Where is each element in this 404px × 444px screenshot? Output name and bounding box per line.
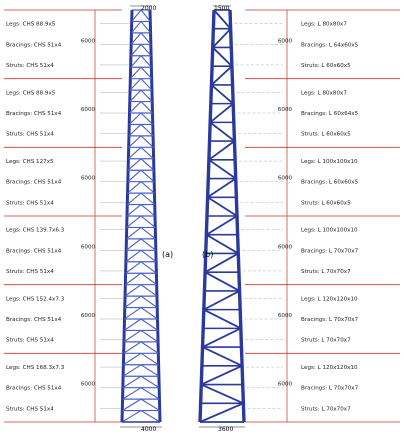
tower-b-bracing bbox=[208, 179, 236, 198]
tower-b bbox=[200, 10, 244, 422]
tower-a-bracing bbox=[141, 308, 158, 319]
tower-b-bracings-label: Bracings: L 64x60x5 bbox=[301, 42, 359, 49]
tower-b-top-width: 1500 bbox=[214, 5, 230, 12]
tower-a-bracing bbox=[141, 124, 153, 135]
tower-b-legs-label: Legs: L 80x80x7 bbox=[301, 90, 347, 97]
tower-a-bracing bbox=[141, 239, 156, 250]
tower-a-bracing bbox=[141, 147, 154, 158]
tower-b-bracings-label: Bracings: L 70x70x7 bbox=[301, 248, 359, 255]
tower-a-segment-height: 6000 bbox=[80, 244, 96, 251]
tower-a-legs-label: Legs: CHS 88.9x5 bbox=[6, 21, 56, 28]
tower-a-bracing bbox=[128, 170, 141, 181]
tower-a-bracing bbox=[126, 250, 141, 261]
tower-b-bracing bbox=[208, 197, 237, 216]
tower-a-bracing bbox=[123, 388, 141, 399]
tower-b-bracing bbox=[209, 141, 235, 160]
tower-b-label: (b) bbox=[202, 250, 214, 259]
tower-b-struts-label: Struts: L 60x60x5 bbox=[301, 62, 351, 69]
tower-a-bracing bbox=[127, 205, 141, 216]
tower-b-bracing bbox=[210, 122, 234, 141]
tower-b-legs-label: Legs: L 120x120x10 bbox=[301, 365, 358, 372]
tower-a-bracings-label: Bracings: CHS 51x4 bbox=[6, 317, 62, 323]
tower-b-bracing bbox=[213, 29, 231, 48]
tower-a-legs-label: Legs: CHS 152.4x7.3 bbox=[6, 296, 65, 303]
tower-a-bracing bbox=[141, 411, 160, 422]
tower-a-bracing bbox=[141, 227, 156, 238]
tower-a-bracings-label: Bracings: CHS 51x4 bbox=[6, 385, 62, 392]
tower-b-bracing bbox=[203, 347, 243, 366]
tower-b-bracing bbox=[204, 310, 241, 329]
tower-a-bracing bbox=[124, 330, 141, 341]
tower-b-segment-height: 6000 bbox=[277, 244, 293, 251]
tower-a-struts-label: Struts: CHS 51x4 bbox=[6, 62, 54, 69]
tower-a-bracing bbox=[141, 159, 154, 170]
tower-a-bracing bbox=[141, 170, 154, 181]
tower-b-legs-label: Legs: L 120x120x10 bbox=[301, 296, 358, 303]
tower-b-struts-label: Struts: L 60x60x5 bbox=[301, 200, 351, 207]
labels bbox=[6, 5, 359, 433]
tower-a-segment-height: 6000 bbox=[80, 106, 96, 113]
tower-a-legs-label: Legs: CHS 139.7x6.3 bbox=[6, 227, 65, 234]
tower-a-bracing bbox=[128, 182, 141, 193]
tower-b-struts-label: Struts: L 70x70x7 bbox=[301, 406, 351, 413]
tower-a-bracing bbox=[126, 227, 141, 238]
tower-a-bracing bbox=[141, 319, 158, 330]
tower-a-bottom-width: 4000 bbox=[141, 426, 157, 433]
tower-a-bracing bbox=[125, 285, 141, 296]
tower-a-label: (a) bbox=[162, 250, 174, 259]
tower-b-bracings-label: Bracings: L 70x70x7 bbox=[301, 385, 359, 392]
tower-b-segment-height: 6000 bbox=[277, 175, 293, 182]
tower-a-top-width: 2000 bbox=[141, 5, 157, 12]
tower-b-segment-height: 6000 bbox=[277, 381, 293, 388]
tower-a-bracing bbox=[127, 216, 141, 227]
tower-b-bracing bbox=[203, 328, 241, 347]
tower-a-bracings-label: Bracings: CHS 51x4 bbox=[6, 179, 62, 186]
tower-a-segment-height: 6000 bbox=[80, 381, 96, 388]
tower-a-bracing bbox=[141, 388, 159, 399]
tower-b-segment-height: 6000 bbox=[277, 312, 293, 319]
tower-a-legs-label: Legs: CHS 168.3x7.3 bbox=[6, 365, 65, 372]
tower-a-segment-height: 6000 bbox=[80, 175, 96, 182]
tower-a-bracing bbox=[128, 147, 141, 158]
tower-b-bracings-label: Bracings: L 70x70x7 bbox=[301, 317, 359, 323]
tower-a-bracing bbox=[122, 411, 141, 422]
tower-a-bracing bbox=[141, 273, 157, 284]
tower-a-bracing bbox=[122, 399, 141, 410]
tower-a-segment-height: 6000 bbox=[80, 38, 96, 45]
tower-a-bracings-label: Bracings: CHS 51x4 bbox=[6, 42, 62, 49]
tower-a-bracing bbox=[123, 353, 141, 364]
tower-a-bracing bbox=[141, 182, 154, 193]
tower-a-bracing bbox=[141, 113, 153, 124]
tower-b-struts-label: Struts: L 70x70x7 bbox=[301, 268, 351, 275]
tower-a-struts-label: Struts: CHS 51x4 bbox=[6, 268, 54, 275]
tower-a-bracing bbox=[127, 193, 141, 204]
tower-a-bracing bbox=[124, 319, 141, 330]
tower-a-bracings-label: Bracings: CHS 51x4 bbox=[6, 248, 62, 255]
tower-b-bracing bbox=[205, 272, 239, 291]
tower-a-segment-height: 6000 bbox=[80, 312, 96, 319]
tower-a-bracing bbox=[141, 399, 160, 410]
tower-a-legs-label: Legs: CHS 127x5 bbox=[6, 159, 54, 166]
tower-a-bracing bbox=[141, 193, 155, 204]
tower-b-legs-label: Legs: L 100x100x10 bbox=[301, 159, 358, 166]
tower-a-bracing bbox=[141, 205, 155, 216]
tower-b-bracing bbox=[209, 160, 236, 179]
tower-a-bracing bbox=[141, 365, 159, 376]
tower-b-legs-label: Legs: L 100x100x10 bbox=[301, 227, 358, 234]
tower-a-bracing bbox=[141, 353, 159, 364]
tower-a-bracings-label: Bracings: CHS 51x4 bbox=[6, 111, 62, 117]
tower-a-bracing bbox=[141, 342, 158, 353]
tower-b-legs-label: Legs: L 80x80x7 bbox=[301, 21, 347, 28]
tower-a-bracing bbox=[141, 296, 157, 307]
tower-b-segment-height: 6000 bbox=[277, 38, 293, 45]
tower-a-bracing bbox=[129, 136, 141, 147]
tower-b-bracings-label: Bracings: L 60x60x5 bbox=[301, 179, 359, 186]
tower-a-bracing bbox=[141, 216, 155, 227]
tower-b-bottom-width: 3600 bbox=[218, 426, 234, 433]
tower-a-bracing bbox=[141, 376, 159, 387]
tower-b-bracing bbox=[200, 403, 243, 422]
tower-a-bracing bbox=[123, 365, 141, 376]
tower-a-legs-label: Legs: CHS 88.9x5 bbox=[6, 90, 56, 97]
tower-a-bracing bbox=[126, 262, 141, 273]
tower-b-bracing bbox=[206, 216, 237, 235]
tower-b-struts-label: Struts: L 60x60x5 bbox=[301, 131, 351, 138]
tower-b-segment-height: 6000 bbox=[277, 106, 293, 113]
tower-b-bracing bbox=[211, 85, 233, 104]
tower-b-bracing bbox=[211, 66, 231, 85]
tower-a-bracing bbox=[141, 262, 156, 273]
tower-a bbox=[122, 10, 160, 422]
tower-b-bracing bbox=[213, 47, 232, 66]
tower-a-bracing bbox=[129, 124, 141, 135]
tower-a-struts-label: Struts: CHS 51x4 bbox=[6, 406, 54, 413]
tower-b-bracing bbox=[204, 291, 240, 310]
tower-a-bracing bbox=[128, 159, 141, 170]
tower-b-bracing bbox=[201, 366, 242, 385]
tower-b-bracing bbox=[201, 385, 243, 404]
tower-a-bracing bbox=[141, 136, 153, 147]
tower-b-bracing bbox=[210, 104, 233, 123]
tower-a-bracing bbox=[141, 250, 156, 261]
tower-a-struts-label: Struts: CHS 51x4 bbox=[6, 200, 54, 207]
tower-b-bracings-label: Bracings: L 60x64x5 bbox=[301, 111, 359, 117]
tower-a-bracing bbox=[123, 376, 141, 387]
tower-a-bracing bbox=[125, 273, 141, 284]
tower-a-bracing bbox=[126, 239, 141, 250]
tower-a-bracing bbox=[125, 308, 142, 319]
tower-a-struts-label: Struts: CHS 51x4 bbox=[6, 337, 54, 344]
tower-b-struts-label: Struts: L 70x70x7 bbox=[301, 337, 351, 344]
tower-b-bracing bbox=[214, 10, 231, 29]
tower-a-bracing bbox=[141, 285, 157, 296]
tower-a-bracing bbox=[124, 342, 141, 353]
tower-a-bracing bbox=[141, 330, 158, 341]
tower-a-bracing bbox=[125, 296, 141, 307]
tower-a-bracing bbox=[129, 113, 141, 124]
tower-a-struts-label: Struts: CHS 51x4 bbox=[6, 131, 54, 138]
